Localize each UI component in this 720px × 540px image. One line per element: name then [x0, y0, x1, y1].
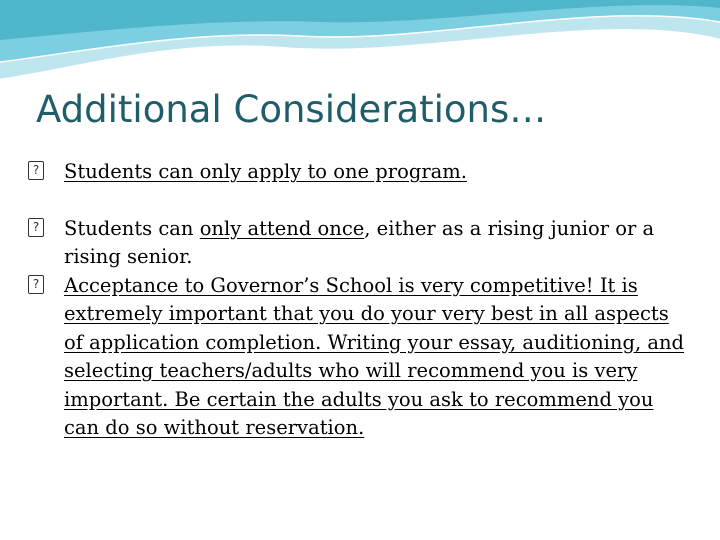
bullet-item	[28, 215, 692, 272]
bullet-text: Students can only apply to one program.	[64, 160, 467, 183]
missing-glyph-bullet-icon: ?	[28, 275, 44, 294]
bullet-list	[28, 158, 692, 443]
missing-glyph-bullet-icon: ?	[28, 161, 44, 180]
bullet-item	[28, 158, 692, 187]
missing-glyph-bullet-icon: ?	[28, 218, 44, 237]
bullet-text-end: , either as a rising junior or a rising senior.	[64, 216, 655, 268]
bullet-text-start: Students can	[64, 216, 200, 240]
slide-title: Additional Considerations…	[36, 88, 547, 131]
bullet-item	[28, 272, 692, 443]
bullet-text-emphasis: only attend once	[199, 216, 365, 240]
bullet-text: Acceptance to Governor’s School is very competitive! It is extremely important that you do your very best in all aspects of application completion. Writing your essay, auditioning, and selecting teachers/adults who will recommend you is very important. Be certain the adults you ask to recommend you can do so without reservation.	[64, 273, 685, 439]
